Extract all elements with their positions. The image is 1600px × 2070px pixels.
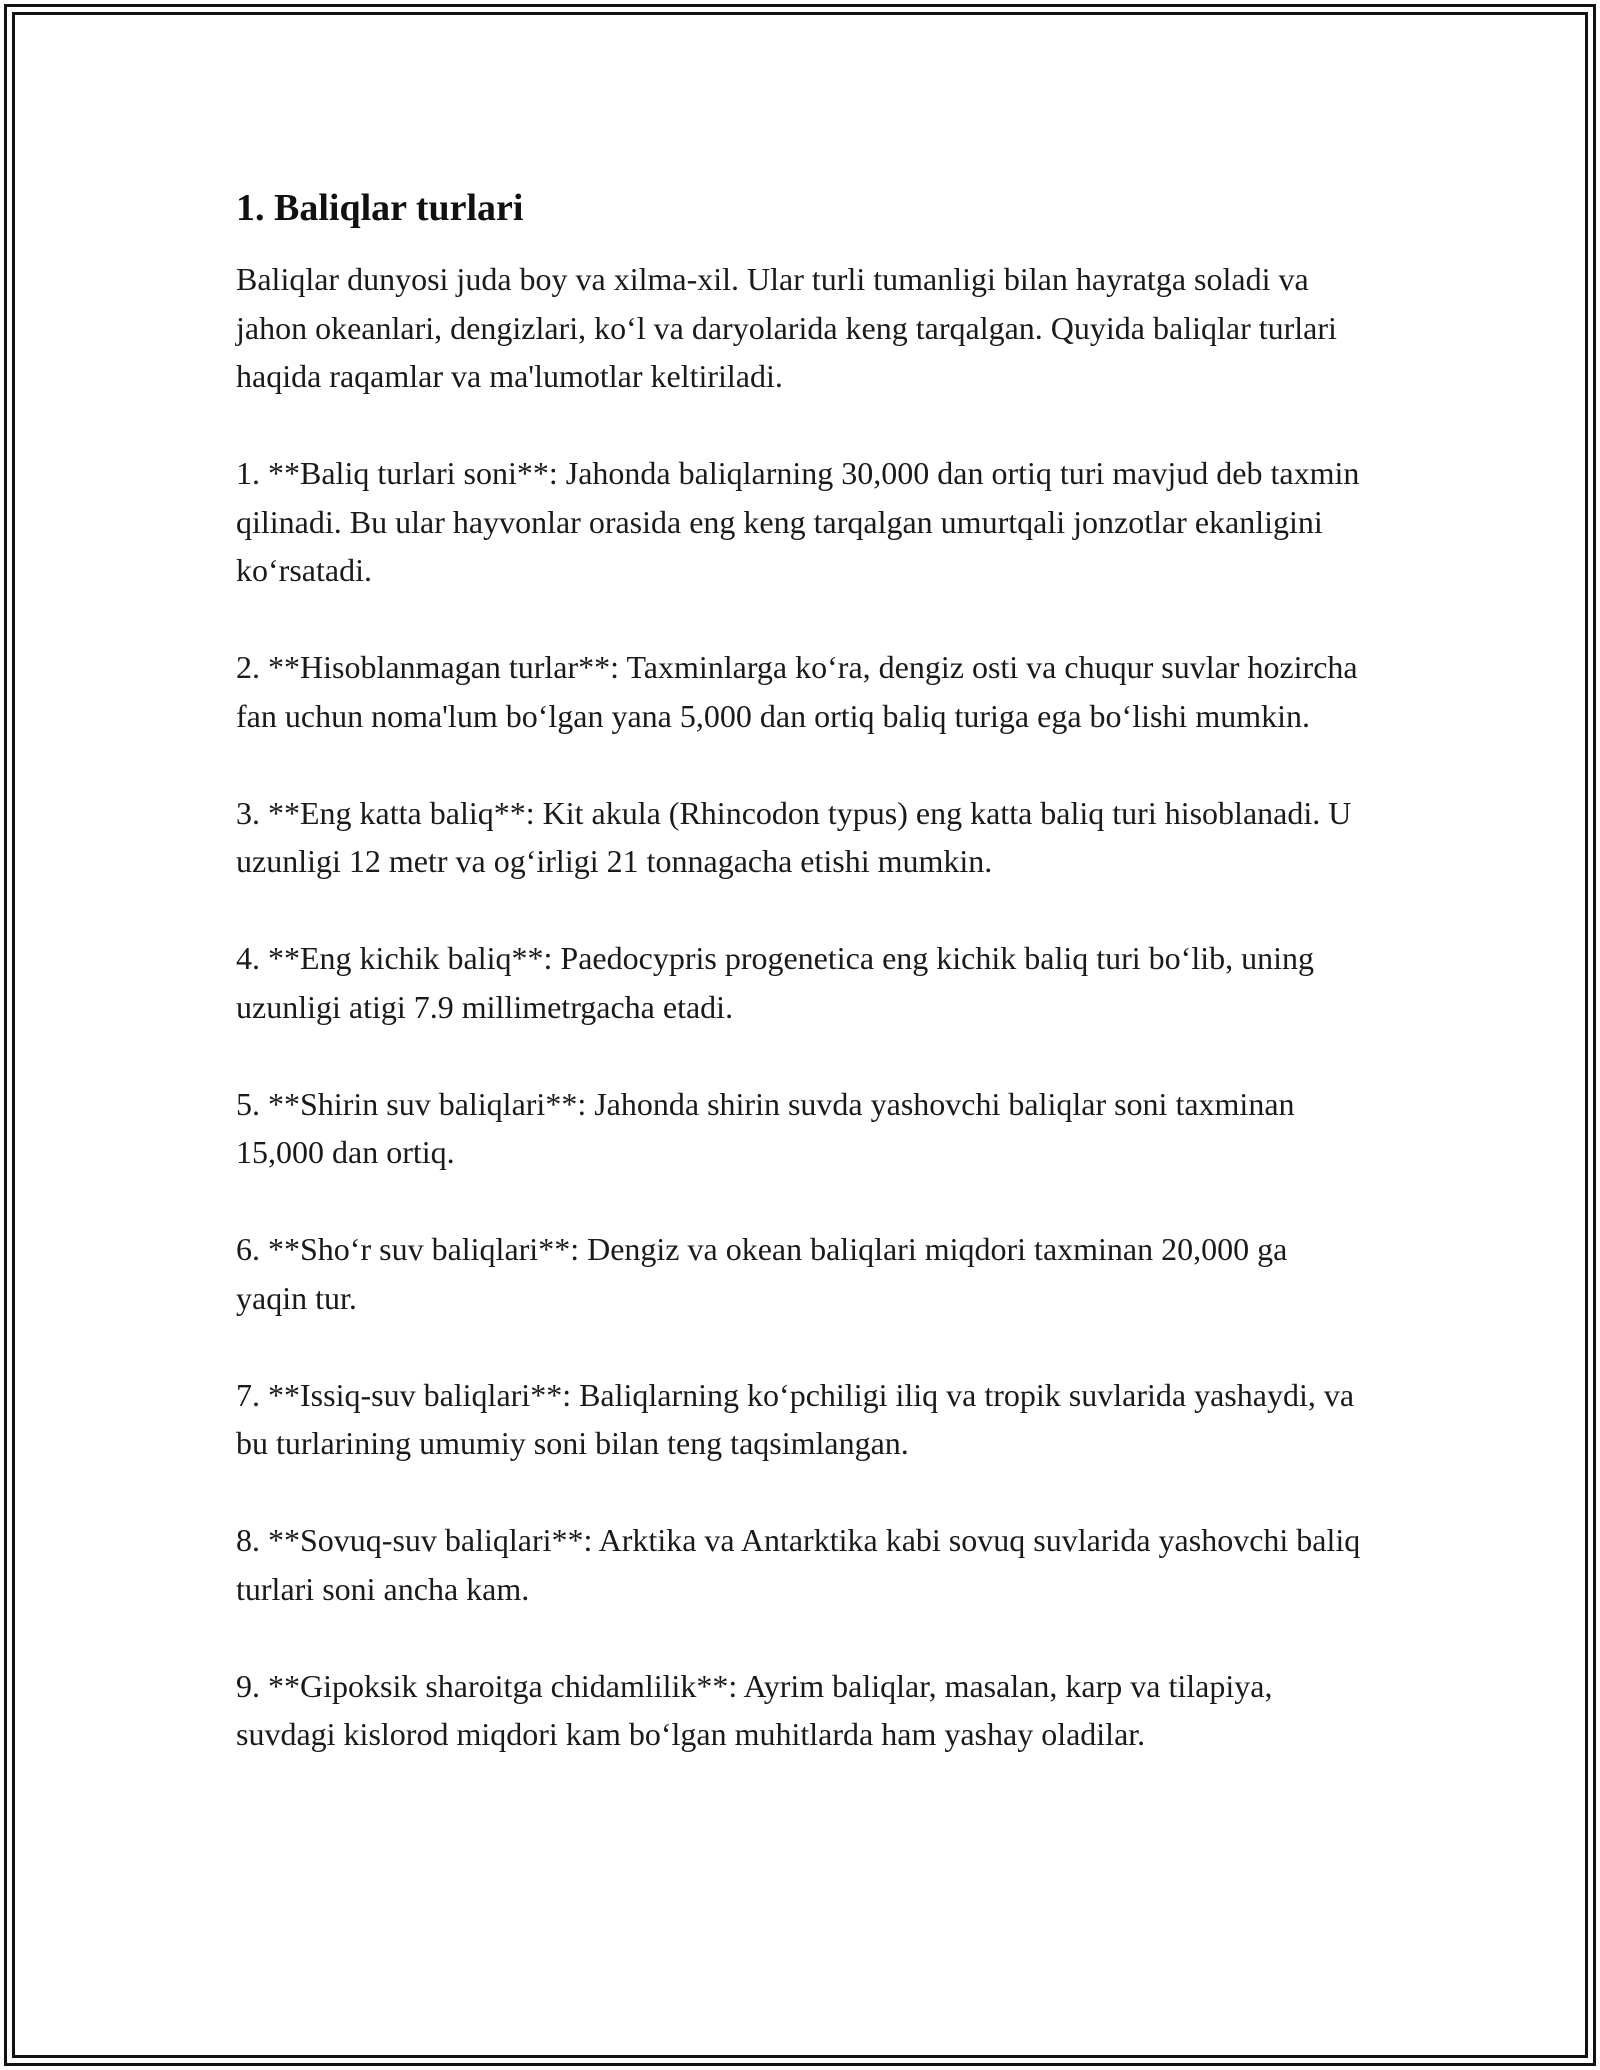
list-item: 7. **Issiq-suv baliqlari**: Baliqlarning ko‘pchiligi iliq va tropik suvlarida yashaydi, va bu turlarining umumiy soni bilan teng taqsimlangan. [236, 1376, 1355, 1461]
list-item: 5. **Shirin suv baliqlari**: Jahonda shirin suvda yashovchi baliqlar soni taxminan 15,000 dan ortiq. [236, 1085, 1295, 1170]
list-item: 4. **Eng kichik baliq**: Paedocypris progenetica eng kichik baliq turi bo‘lib, uning uzunligi atigi 7.9 millimetrgacha etadi. [236, 940, 1314, 1025]
intro-paragraph: Baliqlar dunyosi juda boy va xilma-xil. Ular turli tumanligi bilan hayratga soladi va jahon okeanlari, dengizlari, ko‘l va daryolarida keng tarqalgan. Quyida baliqlar turlari haqida raqamlar va ma'lumotlar keltiriladi. [236, 261, 1337, 394]
document-body [236, 185, 1366, 1807]
list-item: 1. **Baliq turlari soni**: Jahonda baliqlarning 30,000 dan ortiq turi mavjud deb taxmin qilinadi. Bu ular hayvonlar orasida eng keng tarqalgan umurtqali jonzotlar ekanligini ko‘rsatadi. [236, 455, 1360, 588]
list-item: 3. **Eng katta baliq**: Kit akula (Rhincodon typus) eng katta baliq turi hisoblanadi. U uzunligi 12 metr va og‘irligi 21 tonnagacha etishi mumkin. [236, 794, 1352, 879]
section-heading: 1. Baliqlar turlari [236, 187, 524, 229]
list-item: 9. **Gipoksik sharoitga chidamlilik**: Ayrim baliqlar, masalan, karp va tilapiya, suvdagi kislorod miqdori kam bo‘lgan muhitlarda ham yashay oladilar. [236, 1667, 1273, 1752]
list-item: 6. **Sho‘r suv baliqlari**: Dengiz va okean baliqlari miqdori taxminan 20,000 ga yaqin tur. [236, 1231, 1288, 1316]
list-item: 2. **Hisoblanmagan turlar**: Taxminlarga ko‘ra, dengiz osti va chuqur suvlar hozircha fan uchun noma'lum bo‘lgan yana 5,000 dan ortiq baliq turiga ega bo‘lishi mumkin. [236, 649, 1358, 734]
list-item: 8. **Sovuq-suv baliqlari**: Arktika va Antarktika kabi sovuq suvlarida yashovchi baliq turlari soni ancha kam. [236, 1522, 1361, 1607]
